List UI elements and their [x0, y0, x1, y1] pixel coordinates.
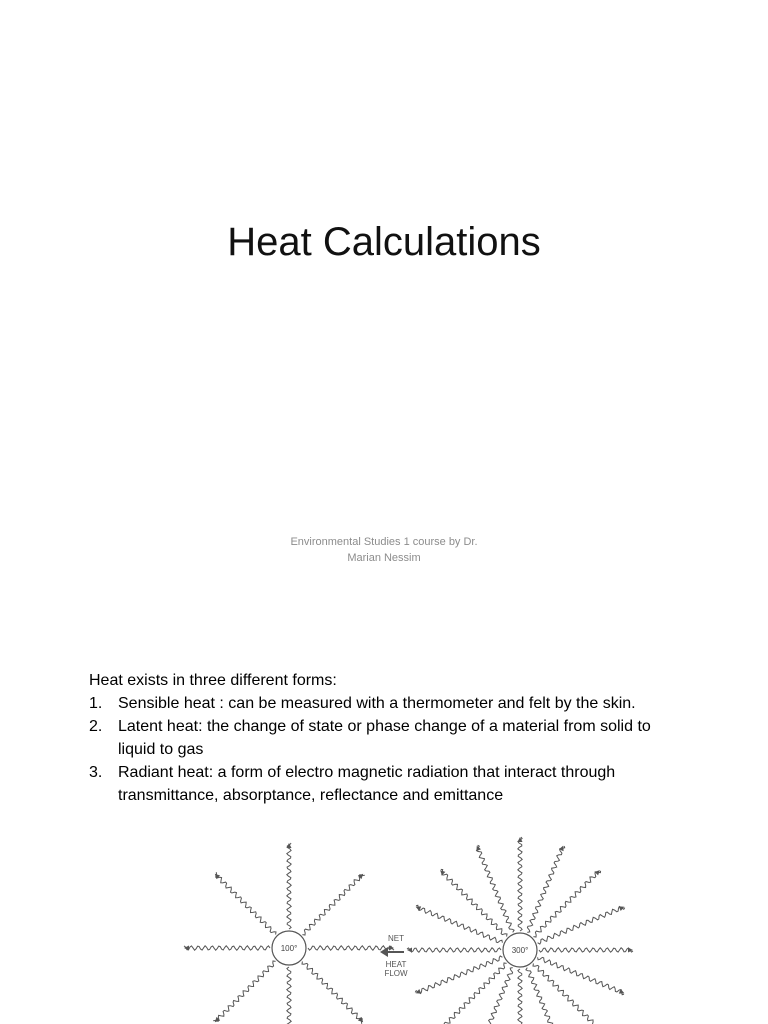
cool-body-ray [184, 946, 270, 950]
warm-body-ray [533, 963, 599, 1024]
cool-body-temperature-label: 100° [280, 944, 298, 953]
list-item-number: 1. [89, 695, 103, 712]
warm-body-ray [415, 956, 502, 994]
list-item-number: 2. [89, 718, 103, 735]
cool-body-ray [302, 875, 364, 935]
list-item-number: 3. [89, 764, 103, 781]
cool-body-ray [287, 843, 291, 929]
content-slide [0, 640, 768, 1024]
warm-body-ray [527, 846, 564, 932]
warm-body-ray [518, 969, 522, 1024]
slide-subtitle [234, 534, 534, 566]
subtitle-line-1: Environmental Studies 1 course by Dr. [290, 536, 478, 548]
warm-body-ray [407, 948, 501, 952]
cool-body-ray [287, 967, 291, 1024]
flow-label: FLOW [384, 969, 408, 978]
warm-body-ray [538, 957, 624, 994]
radiant-heat-diagram [0, 640, 768, 1024]
warm-body-ray [416, 905, 502, 942]
heat-label: HEAT [385, 960, 407, 969]
warm-body-temperature-label: 300° [511, 946, 529, 955]
cool-body-ray [302, 961, 362, 1023]
cool-body-ray [213, 961, 275, 1021]
list-item-text: Latent heat: the change of state or phase change of a material from solid to liquid to gas [118, 718, 651, 758]
net-label: NET [388, 934, 404, 943]
subtitle-line-2: Marian Nessim [347, 552, 421, 564]
cool-body-ray [308, 946, 394, 950]
intro-text: Heat exists in three different forms: [89, 672, 337, 689]
warm-body-ray [533, 871, 600, 937]
warm-body-ray [538, 907, 625, 945]
cool-body-ray [216, 872, 276, 934]
warm-body-ray [518, 837, 522, 931]
list-item-text: Radiant heat: a form of electro magnetic radiation that interact through transmittance, absorptance, reflectance and emittance [118, 764, 616, 804]
list-item-text: Sensible heat : can be measured with a thermometer and felt by the skin. [118, 695, 636, 712]
warm-body-ray [441, 869, 507, 936]
warm-body-ray [539, 948, 633, 952]
warm-body-ray [477, 845, 515, 932]
cool-body [184, 843, 394, 1024]
slide-title: Heat Calculations [227, 220, 541, 264]
warm-body [407, 837, 633, 1024]
